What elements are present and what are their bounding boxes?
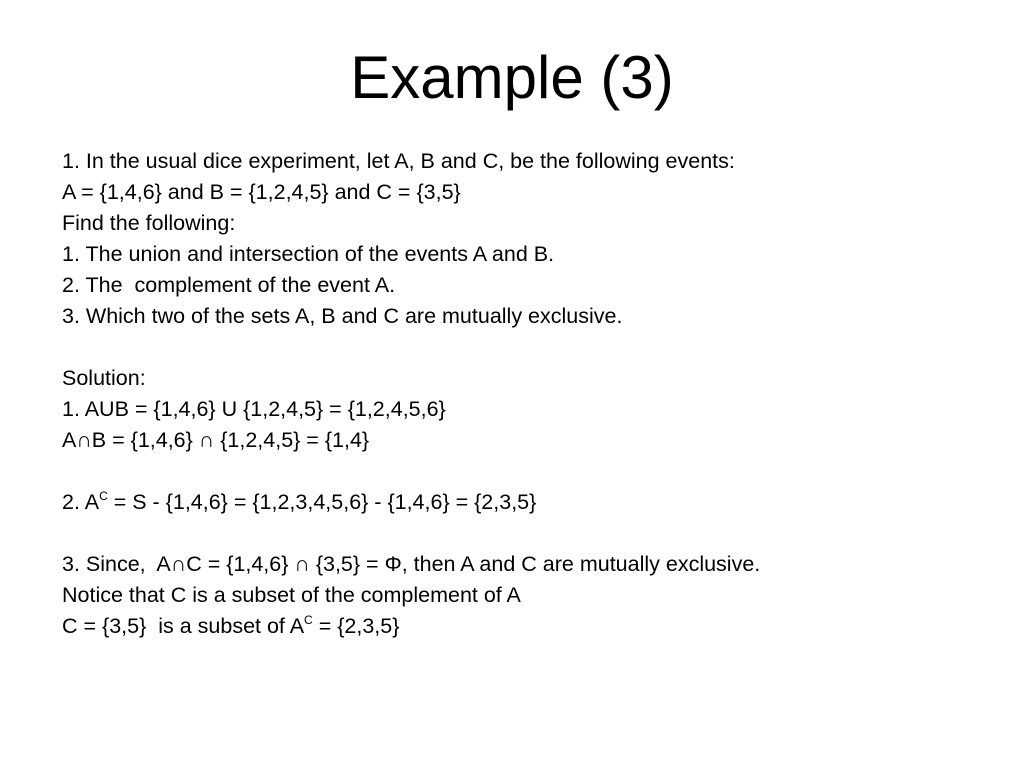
subset-rest: = {2,3,5} [312, 614, 400, 638]
spacer [62, 456, 1002, 487]
complement-prefix: 2. A [62, 490, 100, 514]
problem-item-1: 1. The union and intersection of the events A and B. [62, 242, 555, 266]
problem-sets: A = {1,4,6} and B = {1,2,4,5} and C = {3,5} [62, 180, 461, 204]
solution-heading: Solution: [62, 366, 146, 390]
problem-find: Find the following: [62, 211, 236, 235]
spacer [62, 332, 1002, 363]
slide-body [62, 146, 1002, 642]
complement-superscript: C [99, 489, 108, 503]
problem-item-2: 2. The complement of the event A. [62, 273, 396, 297]
solution-intersection: A∩B = {1,4,6} ∩ {1,2,4,5} = {1,4} [62, 428, 370, 452]
solution-exclusive: 3. Since, A∩C = {1,4,6} ∩ {3,5} = Φ, then A and C are mutually exclusive. [62, 552, 761, 576]
slide-title: Example (3) [350, 44, 674, 111]
problem-intro: 1. In the usual dice experiment, let A, B and C, be the following events: [62, 149, 735, 173]
solution-complement [62, 487, 1002, 518]
solution-notice: Notice that C is a subset of the complement of A [62, 583, 521, 607]
spacer [62, 518, 1002, 549]
problem-item-3: 3. Which two of the sets A, B and C are mutually exclusive. [62, 304, 623, 328]
subset-prefix: C = {3,5} is a subset of A [62, 614, 305, 638]
solution-union: 1. AUB = {1,4,6} U {1,2,4,5} = {1,2,4,5,6} [62, 397, 446, 421]
complement-rest: = S - {1,4,6} = {1,2,3,4,5,6} - {1,4,6} = {2,3,5} [107, 490, 537, 514]
solution-subset [62, 611, 1002, 642]
subset-superscript: C [304, 613, 313, 627]
